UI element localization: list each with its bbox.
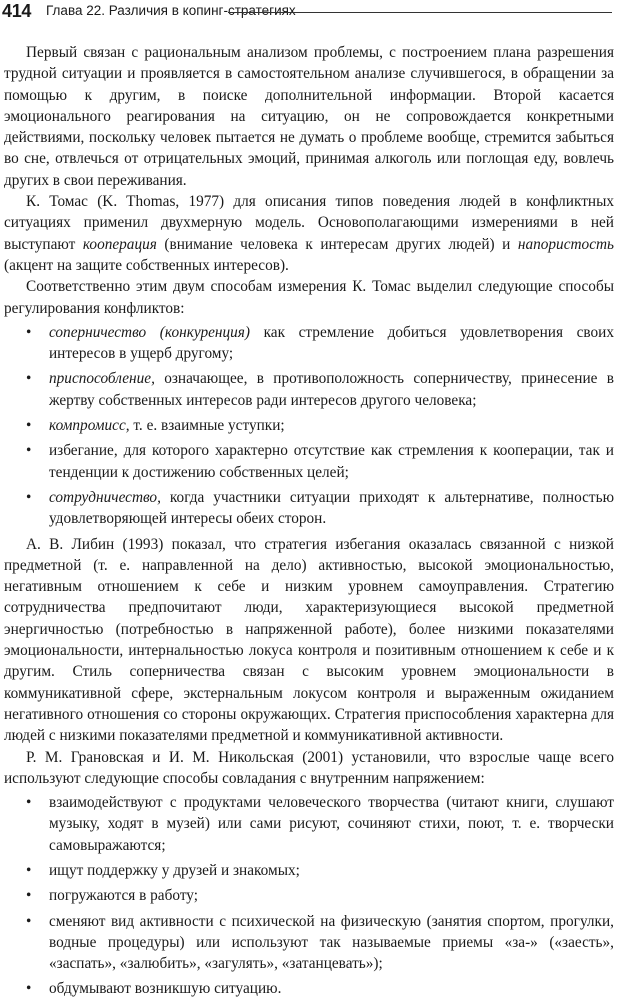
paragraph-3: Соответственно этим двум способам измерения К. Томас выделил следующие способы регулирования конфликтов: (4, 278, 614, 317)
list-item-text: когда участники ситуации приходят к альтернативе, полностью удовлетворяющей интересы обеих сторон. (49, 488, 614, 528)
running-header (2, 0, 612, 22)
term-cooperation: кооперация (82, 235, 157, 253)
list-item (4, 415, 614, 436)
list-item: • обдумывают возникшую ситуацию. (4, 978, 614, 999)
list-item-term: сотрудничество, (49, 488, 161, 506)
list-item (4, 440, 614, 483)
list-item-text: как стремление добиться удовлетворения своих интересов в ущерб другому; (49, 323, 614, 363)
paragraph-2-text-e: (акцент на защите собственных интересов). (4, 256, 289, 274)
paragraph-5: Р. М. Грановская и И. М. Никольская (2001) установили, что взрослые чаще всего используют следующие способы совладания с внутренним напряжением: (4, 748, 614, 787)
header-rule (228, 12, 612, 13)
paragraph-4: А. В. Либин (1993) показал, что стратегия избегания оказалась связанной с низкой предметной (т. е. направленной на дело) активностью, высокой эмоциональностью, негативным отношением к себе и низким уровнем самоуправления. Стратегию сотрудничества предпочитают люди, характеризующиеся высокой предметной энергичностью (потребностью в напряженной работе), более низкими показателями эмоциональности, интернальностью локуса контроля и позитивным отношением к себе и к другим. Стиль соперничества связан с высоким уровнем эмоциональности в коммуникативной сфере, экстернальным локусом контроля и выраженным ожиданием негативного отношения со стороны окружающих. Стратегия приспособления характерна для людей с низкими показателями предметной и коммуникативной активности. (4, 535, 614, 745)
chapter-title: Глава 22. Различия в копинг-стратегиях (46, 3, 296, 18)
paragraph-2 (4, 191, 614, 276)
paragraph-2-text-a: К. Томас (K. Thomas, 1977) для описания типов поведения людей в конфликтных ситуациях применил двухмерную модель. Основополагающими измерениями в ней выступают (4, 193, 614, 253)
list-item (4, 368, 614, 411)
conflict-styles-list (4, 322, 614, 530)
term-assertiveness: напористость (517, 235, 614, 253)
paragraph-2-text-c: (внимание человека к интересам других людей) и (156, 235, 518, 253)
page-number: 414 (2, 1, 32, 21)
list-item: • погружаются в работу; (4, 885, 614, 906)
list-item: • сменяют вид активности с психической на физическую (занятия спортом, прогулки, водные процедуры) или используют так называемые приемы «за-» («заесть», «заспать», «залюбить», «загулять», «затанцевать»); (4, 911, 614, 975)
page-body (4, 42, 614, 1004)
list-item: • ищут поддержку у друзей и знакомых; (4, 860, 614, 881)
paragraph-1: Первый связан с рациональным анализом проблемы, с построением плана разрешения трудной ситуации и проявляется в самостоятельном анализе случившегося, в обращении за помощью к другим, в поиске дополнительной информации. Второй касается эмоционального реагирования на ситуацию, он не сопровождается конкретными действиями, поскольку человек пытается не думать о проблеме вообще, стремится забыться во сне, отвлечься от отрицательных эмоций, принимая алкоголь или поглощая еду, вовлечь других в свои переживания. (4, 44, 614, 189)
list-item-term: соперничество (конкуренция) (49, 323, 250, 341)
list-item (4, 487, 614, 530)
list-item-text: т. е. взаимные уступки; (129, 417, 285, 435)
list-item (4, 322, 614, 365)
list-item-term: приспособление, (49, 370, 155, 388)
list-item-term: компромисс, (49, 417, 130, 435)
list-item: • взаимодействуют с продуктами человеческого творчества (читают книги, слушают музыку, ходят в музей) или сами рисуют, сочиняют стихи, поют, т. е. творчески самовыражаются; (4, 792, 614, 856)
list-item-text: означающее, в противоположность соперничеству, принесение в жертву собственных интересов ради интересов другого человека; (49, 370, 614, 409)
list-item-text: избегание, для которого характерно отсутствие как стремления к кооперации, так и тенденции к достижению собственных целей; (49, 442, 614, 481)
coping-methods-list (4, 792, 614, 1000)
